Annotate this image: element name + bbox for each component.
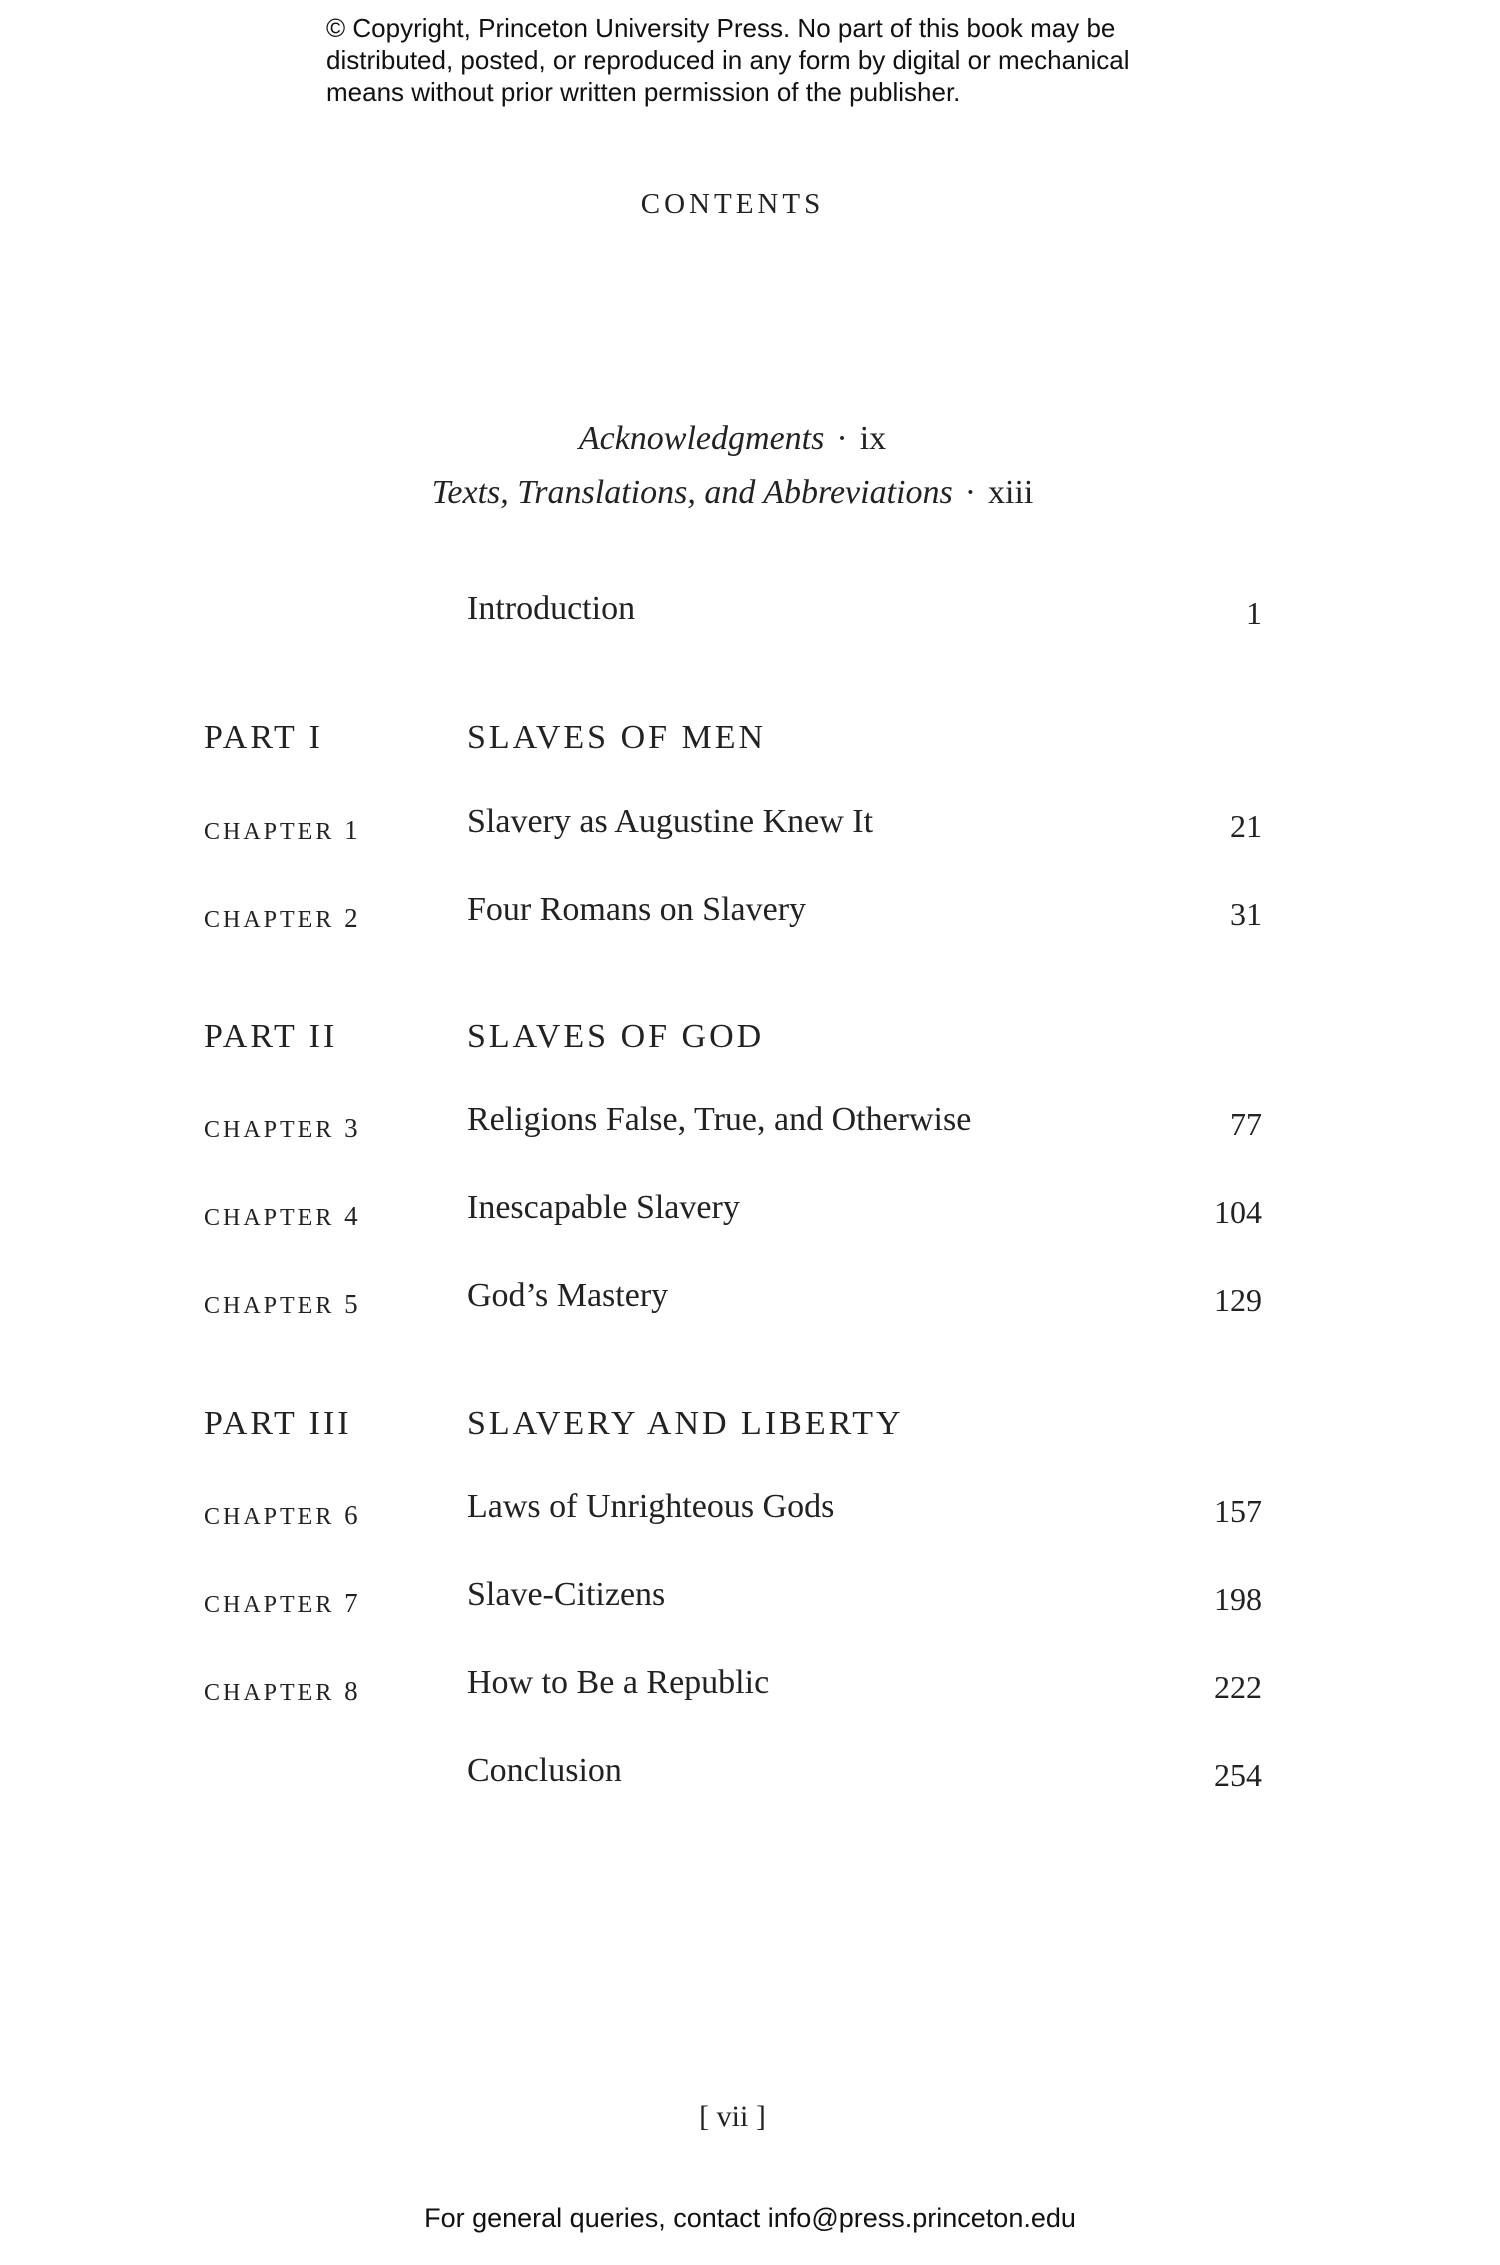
chapter-number: 1 — [344, 815, 361, 845]
toc-entry-title: Acknowledgments — [578, 420, 825, 457]
chapter-label — [204, 898, 361, 936]
chapter-page: 129 — [1214, 1282, 1262, 1318]
chapter-number: 3 — [344, 1113, 361, 1143]
copyright-line: means without prior written permission of the publisher. — [326, 77, 961, 107]
chapter-number: 8 — [344, 1676, 361, 1706]
separator-dot: · — [964, 474, 977, 511]
chapter-title[interactable]: Four Romans on Slavery — [467, 891, 807, 928]
chapter-label — [204, 1495, 361, 1533]
chapter-page: 77 — [1230, 1106, 1262, 1142]
chapter-title[interactable]: God’s Mastery — [467, 1277, 669, 1314]
copyright-line: distributed, posted, or reproduced in any form by digital or mechanical — [326, 45, 1130, 75]
chapter-label — [204, 1196, 361, 1234]
part-label: PART III — [204, 1405, 352, 1442]
chapter-number: 4 — [344, 1201, 361, 1231]
toc-entry-conclusion-title[interactable]: Conclusion — [467, 1752, 622, 1789]
toc-entry-title: Texts, Translations, and Abbreviations — [431, 474, 953, 511]
toc-entry-conclusion-page: 254 — [1214, 1757, 1262, 1793]
chapter-number: 6 — [344, 1500, 361, 1530]
toc-entry-page: xiii — [988, 474, 1034, 511]
chapter-title[interactable]: Slavery as Augustine Knew It — [467, 803, 874, 840]
toc-entry-acknowledgments[interactable] — [0, 420, 1465, 458]
footer-contact: For general queries, contact info@press.princeton.edu — [424, 2203, 1076, 2233]
toc-entry-introduction-title[interactable]: Introduction — [467, 590, 636, 627]
chapter-word: chapter — [204, 1108, 335, 1145]
chapter-label — [204, 1671, 361, 1709]
chapter-number: 5 — [344, 1289, 361, 1319]
chapter-title[interactable]: Laws of Unrighteous Gods — [467, 1488, 835, 1525]
part-title: SLAVES OF GOD — [467, 1018, 765, 1055]
contents-heading: CONTENTS — [640, 188, 825, 220]
chapter-label — [204, 1583, 361, 1621]
chapter-word: chapter — [204, 810, 335, 847]
chapter-label — [204, 1284, 361, 1322]
chapter-page: 157 — [1214, 1493, 1262, 1529]
part-label: PART I — [204, 719, 323, 756]
chapter-number: 7 — [344, 1588, 361, 1618]
chapter-title[interactable]: Inescapable Slavery — [467, 1189, 740, 1226]
chapter-title[interactable]: Slave-Citizens — [467, 1576, 666, 1613]
chapter-number: 2 — [344, 903, 361, 933]
chapter-word: chapter — [204, 1284, 335, 1321]
chapter-page: 21 — [1230, 808, 1262, 844]
part-title: SLAVERY AND LIBERTY — [467, 1405, 904, 1442]
part-label: PART II — [204, 1018, 338, 1055]
chapter-label — [204, 810, 361, 848]
toc-entry-introduction-page: 1 — [1246, 595, 1262, 631]
separator-dot: · — [836, 420, 848, 457]
chapter-title[interactable]: How to Be a Republic — [467, 1664, 770, 1701]
chapter-word: chapter — [204, 1671, 335, 1708]
copyright-notice — [326, 12, 1226, 108]
chapter-word: chapter — [204, 1196, 335, 1233]
chapter-page: 31 — [1230, 896, 1262, 932]
copyright-line: © Copyright, Princeton University Press. No part of this book may be — [326, 13, 1116, 43]
page-folio: [ vii ] — [699, 2100, 766, 2133]
chapter-page: 222 — [1214, 1669, 1262, 1705]
chapter-label — [204, 1108, 361, 1146]
chapter-page: 198 — [1214, 1581, 1262, 1617]
toc-entry-texts-translations[interactable] — [0, 474, 1465, 512]
chapter-word: chapter — [204, 1583, 335, 1620]
chapter-word: chapter — [204, 1495, 335, 1532]
part-title: SLAVES OF MEN — [467, 719, 767, 756]
chapter-page: 104 — [1214, 1194, 1262, 1230]
toc-entry-page: ix — [859, 420, 887, 457]
chapter-title[interactable]: Religions False, True, and Otherwise — [467, 1101, 972, 1138]
chapter-word: chapter — [204, 898, 335, 935]
